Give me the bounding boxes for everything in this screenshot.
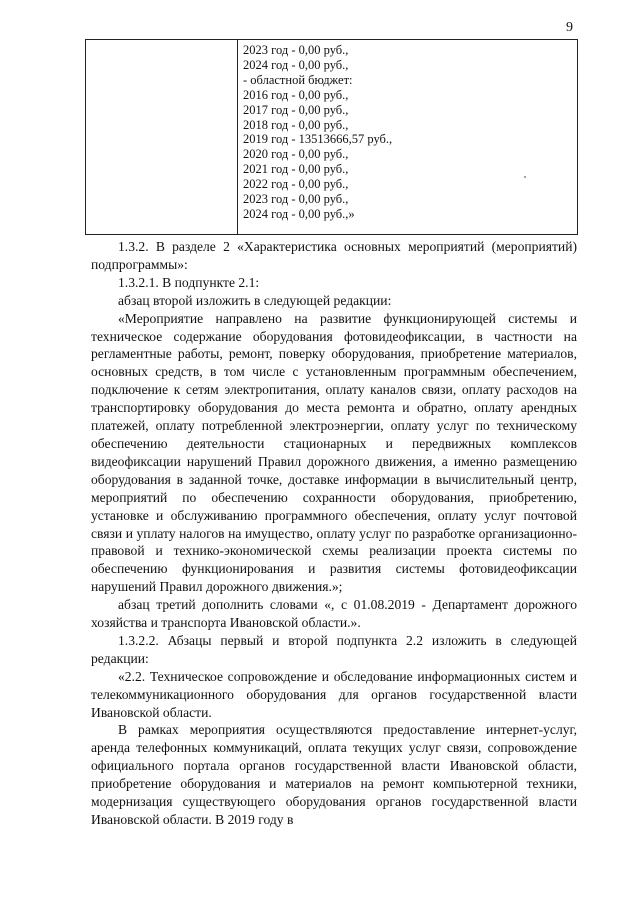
paragraph-instruction: абзац второй изложить в следующей редакции: [118,292,392,308]
budget-lines-list [243,43,392,222]
scan-speck [524,176,526,178]
paragraph-subsection-1-3-2-1: 1.3.2.1. В подпункте 2.1: [118,274,260,290]
paragraph-section-1-3-2: 1.3.2. В разделе 2 «Характеристика основных мероприятий (мероприятий) подпрограммы»: [91,239,577,272]
budget-line: 2017 год - 0,00 руб., [243,102,349,117]
budget-line: - областной бюджет: [243,72,353,87]
budget-line: 2018 год - 0,00 руб., [243,117,349,132]
budget-line: 2022 год - 0,00 руб., [243,177,349,192]
budget-line: 2021 год - 0,00 руб., [243,162,349,177]
budget-line: 2023 год - 0,00 руб., [243,192,349,207]
document-body [91,238,577,829]
paragraph-item-2-2: «2.2. Техническое сопровождение и обследование информационных систем и телекоммуникационного оборудования для органов государственной власти Ивановской области. [91,668,577,720]
paragraph-measure-description: «Мероприятие направлено на развитие функционирующей системы и техническое содержание оборудования фотовидеофиксации, в частности на регламентные работы, ремонт, поверку оборудования, приобретение материалов, основных средств, в том числе с установленным программным обеспечением, подключение к сетям электропитания, оплату каналов связи, оплату расходов на транспортировку оборудования до места ремонта и обратно, оплату арендных платежей, оплату потребленной электроэнергии, оплату услуг по техническому обеспечению деятельности стационарных и передвижных комплексов видеофиксации нарушений Правил дорожного движения, а именно размещению оборудования в заданной точке, доставке информации в вычислительный центр, мероприятий по обеспечению сохранности оборудования, приобретению, установке и обслуживанию программного обеспечения, оплату услуг почтовой связи и уплату налогов на имущество, оплату услуг по разработке организационно-правовой и технико-экономической схемы реализации проекта системы по обеспечению функционирования и развития системы фотовидеофиксации нарушений Правил дорожного движения.»; [91,310,577,595]
budget-line: 2016 год - 0,00 руб., [243,87,349,102]
paragraph-third-abzac: абзац третий дополнить словами «, с 01.08.2019 - Департамент дорожного хозяйства и транспорта Ивановской области.». [91,597,577,631]
budget-line: 2023 год - 0,00 руб., [243,43,349,57]
budget-line: 2024 год - 0,00 руб., [243,57,349,72]
budget-line: 2020 год - 0,00 руб., [243,147,349,162]
paragraph-measure-details: В рамках мероприятия осуществляются предоставление интернет-услуг, аренда телефонных коммуникаций, оплата текущих услуг связи, сопровождение официального портала органов государственной власти Ивановской области, приобретение оборудования и материалов на ремонт компьютерной техники, модернизация существующего оборудования органов государственной власти Ивановской области. В 2019 году в [91,722,577,827]
budget-table [85,39,578,235]
budget-line: 2019 год - 13513666,57 руб., [243,132,393,147]
page-number: 9 [566,20,573,35]
budget-line: 2024 год - 0,00 руб.,» [243,206,355,221]
table-column-divider [237,40,238,234]
paragraph-subsection-1-3-2-2: 1.3.2.2. Абзацы первый и второй подпункта 2.2 изложить в следующей редакции: [91,632,577,666]
